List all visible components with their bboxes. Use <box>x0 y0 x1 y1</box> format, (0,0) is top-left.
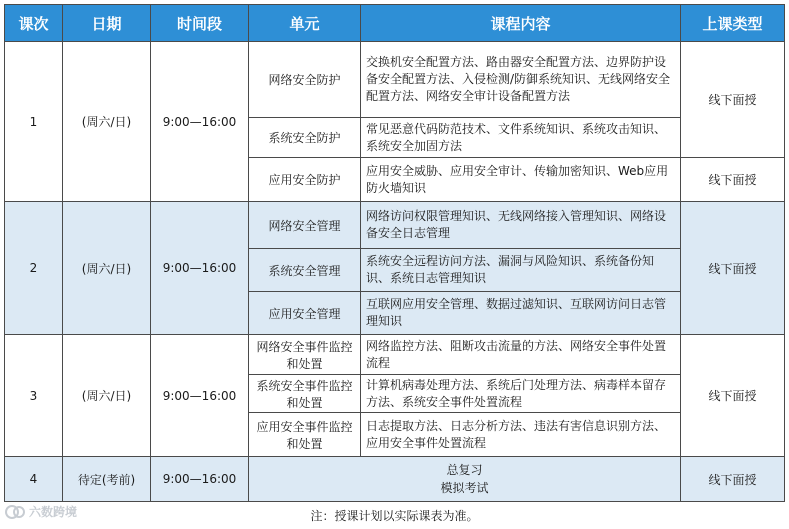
watermark-text: 六数跨境 <box>29 505 78 519</box>
table-row <box>5 42 785 118</box>
session-date: (周六/日) <box>63 42 151 202</box>
header-unit: 单元 <box>249 5 361 42</box>
header-session: 课次 <box>5 5 63 42</box>
unit-name: 系统安全防护 <box>249 118 361 158</box>
session-number: 2 <box>5 202 63 335</box>
header-time: 时间段 <box>151 5 249 42</box>
watermark <box>4 503 77 520</box>
unit-content: 网络监控方法、阻断攻击流量的方法、网络安全事件处置流程 <box>361 335 681 375</box>
course-schedule-table <box>4 4 785 502</box>
unit-content: 日志提取方法、日志分析方法、违法有害信息识别方法、应用安全事件处置流程 <box>361 413 681 457</box>
unit-name: 应用安全管理 <box>249 292 361 335</box>
session-number: 1 <box>5 42 63 202</box>
class-type: 线下面授 <box>681 457 785 502</box>
unit-name: 网络安全管理 <box>249 202 361 249</box>
unit-name: 系统安全事件监控和处置 <box>249 375 361 413</box>
unit-content: 系统安全远程访问方法、漏洞与风险知识、系统备份知识、系统日志管理知识 <box>361 249 681 292</box>
footnote: 注：授课计划以实际课表为准。 <box>310 509 479 523</box>
unit-name: 网络安全防护 <box>249 42 361 118</box>
header-row <box>5 5 785 42</box>
class-type: 线下面授 <box>681 158 785 202</box>
table-row <box>5 202 785 249</box>
review-text: 总复习 <box>446 463 483 477</box>
session-time: 9:00—16:00 <box>151 42 249 202</box>
session-date: 待定(考前) <box>63 457 151 502</box>
watermark-logo-icon <box>4 504 26 520</box>
header-type: 上课类型 <box>681 5 785 42</box>
unit-content: 网络访问权限管理知识、无线网络接入管理知识、网络设备安全日志管理 <box>361 202 681 249</box>
unit-name: 系统安全管理 <box>249 249 361 292</box>
unit-content: 应用安全威胁、应用安全审计、传输加密知识、Web应用防火墙知识 <box>361 158 681 202</box>
unit-content: 互联网应用安全管理、数据过滤知识、互联网访问日志管理知识 <box>361 292 681 335</box>
session-time: 9:00—16:00 <box>151 457 249 502</box>
session-time: 9:00—16:00 <box>151 202 249 335</box>
class-type: 线下面授 <box>681 335 785 457</box>
unit-name: 应用安全防护 <box>249 158 361 202</box>
table-row <box>5 457 785 502</box>
unit-name: 网络安全事件监控和处置 <box>249 335 361 375</box>
class-type: 线下面授 <box>681 42 785 158</box>
unit-name: 应用安全事件监控和处置 <box>249 413 361 457</box>
unit-content: 交换机安全配置方法、路由器安全配置方法、边界防护设备安全配置方法、入侵检测/防御系统知识、无线网络安全配置方法、网络安全审计设备配置方法 <box>361 42 681 118</box>
class-type: 线下面授 <box>681 202 785 335</box>
session-date: (周六/日) <box>63 202 151 335</box>
session-time: 9:00—16:00 <box>151 335 249 457</box>
session-number: 4 <box>5 457 63 502</box>
unit-content: 常见恶意代码防范技术、文件系统知识、系统攻击知识、系统安全加固方法 <box>361 118 681 158</box>
review-cell <box>249 457 681 502</box>
session-number: 3 <box>5 335 63 457</box>
session-date: (周六/日) <box>63 335 151 457</box>
unit-content: 计算机病毒处理方法、系统后门处理方法、病毒样本留存方法、系统安全事件处置流程 <box>361 375 681 413</box>
exam-text: 模拟考试 <box>440 481 489 495</box>
header-date: 日期 <box>63 5 151 42</box>
table-row <box>5 335 785 375</box>
header-content: 课程内容 <box>361 5 681 42</box>
